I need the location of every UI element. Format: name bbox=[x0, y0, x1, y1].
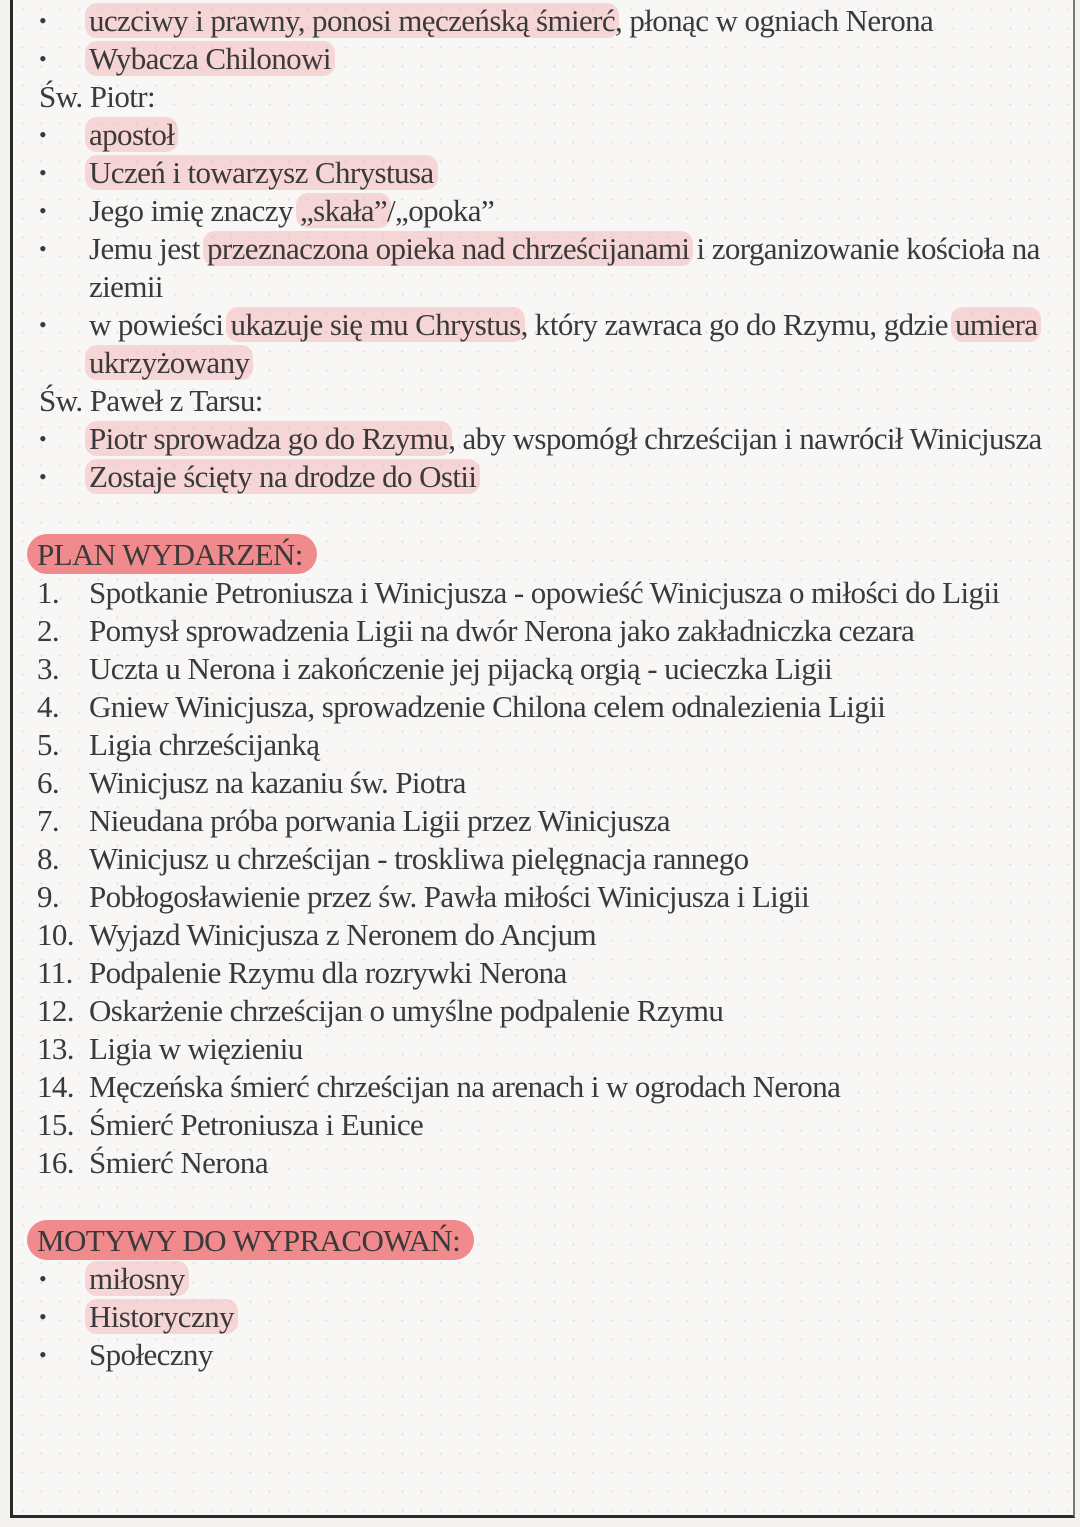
page-content bbox=[37, 2, 1047, 1374]
item-number: 8. bbox=[37, 841, 60, 876]
item-text: Ligia chrześcijanką bbox=[89, 727, 320, 762]
item-text: Winicjusz u chrześcijan - troskliwa pielęgnacja rannego bbox=[89, 841, 749, 876]
highlighted-text: Piotr sprowadza go do Rzymu bbox=[85, 421, 452, 456]
list-item bbox=[37, 154, 1047, 192]
motive-item bbox=[37, 1260, 1047, 1298]
plan-item bbox=[37, 954, 1047, 992]
plan-item bbox=[37, 802, 1047, 840]
item-text: Śmierć Nerona bbox=[89, 1145, 268, 1180]
text: Jego imię znaczy bbox=[89, 193, 301, 228]
item-text: Wyjazd Winicjusza z Neronem do Ancjum bbox=[89, 917, 596, 952]
motive-item bbox=[37, 1336, 1047, 1374]
highlighted-text: umiera ukrzyżowany bbox=[85, 307, 1041, 380]
highlighted-text: apostoł bbox=[85, 117, 178, 152]
text: , płonąc w ogniach Nerona bbox=[615, 3, 934, 38]
list-item bbox=[37, 40, 1047, 78]
highlighted-text: Wybacza Chilonowi bbox=[85, 41, 335, 76]
highlighted-text: przeznaczona opieka nad chrześcijanami bbox=[203, 231, 693, 266]
item-number: 14. bbox=[37, 1069, 74, 1104]
highlighted-text: Zostaje ścięty na drodze do Ostii bbox=[85, 459, 480, 494]
highlighted-text: „skała” bbox=[296, 193, 391, 228]
item-text: Pomysł sprowadzenia Ligii na dwór Nerona jako zakładniczka cezara bbox=[89, 613, 915, 648]
item-number: 5. bbox=[37, 727, 60, 762]
highlighted-text: miłosny bbox=[85, 1261, 189, 1296]
item-number: 2. bbox=[37, 613, 60, 648]
item-number: 9. bbox=[37, 879, 60, 914]
plan-item bbox=[37, 840, 1047, 878]
item-text: Nieudana próba porwania Ligii przez Winicjusza bbox=[89, 803, 670, 838]
text: Św. Piotr: bbox=[39, 79, 156, 114]
item-text: Oskarżenie chrześcijan o umyślne podpalenie Rzymu bbox=[89, 993, 724, 1028]
item-number: 3. bbox=[37, 651, 60, 686]
item-text: Spotkanie Petroniusza i Winicjusza - opowieść Winicjusza o miłości do Ligii bbox=[89, 575, 1000, 610]
item-text: Śmierć Petroniusza i Eunice bbox=[89, 1107, 424, 1142]
text: , aby wspomógł chrześcijan i nawrócił Winicjusza bbox=[448, 421, 1042, 456]
item-number: 15. bbox=[37, 1107, 74, 1142]
list-item bbox=[37, 306, 1047, 382]
text: Społeczny bbox=[89, 1337, 213, 1372]
plan-item bbox=[37, 1144, 1047, 1182]
plan-item bbox=[37, 764, 1047, 802]
item-number: 13. bbox=[37, 1031, 74, 1066]
list-item bbox=[37, 458, 1047, 496]
notebook-page bbox=[10, 0, 1075, 1518]
text: Św. Paweł z Tarsu: bbox=[39, 383, 263, 418]
plan-list bbox=[37, 574, 1047, 1182]
motives-list bbox=[37, 1260, 1047, 1374]
item-text: Ligia w więzieniu bbox=[89, 1031, 303, 1066]
motives-heading: MOTYWY DO WYPRACOWAŃ: bbox=[27, 1220, 474, 1260]
text: i zorganizowanie kościoła na ziemii bbox=[89, 231, 1040, 304]
text: w powieści bbox=[89, 307, 231, 342]
plan-item bbox=[37, 878, 1047, 916]
item-number: 12. bbox=[37, 993, 74, 1028]
plan-item bbox=[37, 992, 1047, 1030]
list-item bbox=[37, 230, 1047, 306]
motive-item bbox=[37, 1298, 1047, 1336]
item-number: 10. bbox=[37, 917, 74, 952]
plan-item bbox=[37, 1030, 1047, 1068]
item-number: 6. bbox=[37, 765, 60, 800]
section-label bbox=[37, 78, 1047, 116]
item-text: Uczta u Nerona i zakończenie jej pijacką orgią - ucieczka Ligii bbox=[89, 651, 833, 686]
item-text: Pobłogosławienie przez św. Pawła miłości Winicjusza i Ligii bbox=[89, 879, 810, 914]
item-number: 16. bbox=[37, 1145, 74, 1180]
plan-item bbox=[37, 916, 1047, 954]
list-item bbox=[37, 2, 1047, 40]
plan-item bbox=[37, 726, 1047, 764]
list-item bbox=[37, 116, 1047, 154]
item-number: 4. bbox=[37, 689, 60, 724]
item-number: 7. bbox=[37, 803, 60, 838]
highlighted-text: Uczeń i towarzysz Chrystusa bbox=[85, 155, 438, 190]
characters-section bbox=[37, 2, 1047, 496]
item-text: Winicjusz na kazaniu św. Piotra bbox=[89, 765, 466, 800]
plan-item bbox=[37, 1068, 1047, 1106]
text: Jemu jest bbox=[89, 231, 207, 266]
plan-item bbox=[37, 612, 1047, 650]
item-number: 1. bbox=[37, 575, 60, 610]
section-label bbox=[37, 382, 1047, 420]
highlighted-text: Historyczny bbox=[85, 1299, 238, 1334]
list-item bbox=[37, 192, 1047, 230]
item-text: Podpalenie Rzymu dla rozrywki Nerona bbox=[89, 955, 567, 990]
plan-item bbox=[37, 574, 1047, 612]
plan-item bbox=[37, 650, 1047, 688]
plan-item bbox=[37, 1106, 1047, 1144]
highlighted-text: ukazuje się mu Chrystus bbox=[226, 307, 524, 342]
plan-heading: PLAN WYDARZEŃ: bbox=[27, 534, 317, 574]
text: , który zawraca go do Rzymu, gdzie bbox=[520, 307, 955, 342]
list-item bbox=[37, 420, 1047, 458]
text: /„opoka” bbox=[387, 193, 495, 228]
highlighted-text: uczciwy i prawny, ponosi męczeńską śmierć bbox=[85, 3, 619, 38]
item-text: Gniew Winicjusza, sprowadzenie Chilona celem odnalezienia Ligii bbox=[89, 689, 886, 724]
plan-item bbox=[37, 688, 1047, 726]
item-text: Męczeńska śmierć chrześcijan na arenach i w ogrodach Nerona bbox=[89, 1069, 841, 1104]
item-number: 11. bbox=[37, 955, 73, 990]
